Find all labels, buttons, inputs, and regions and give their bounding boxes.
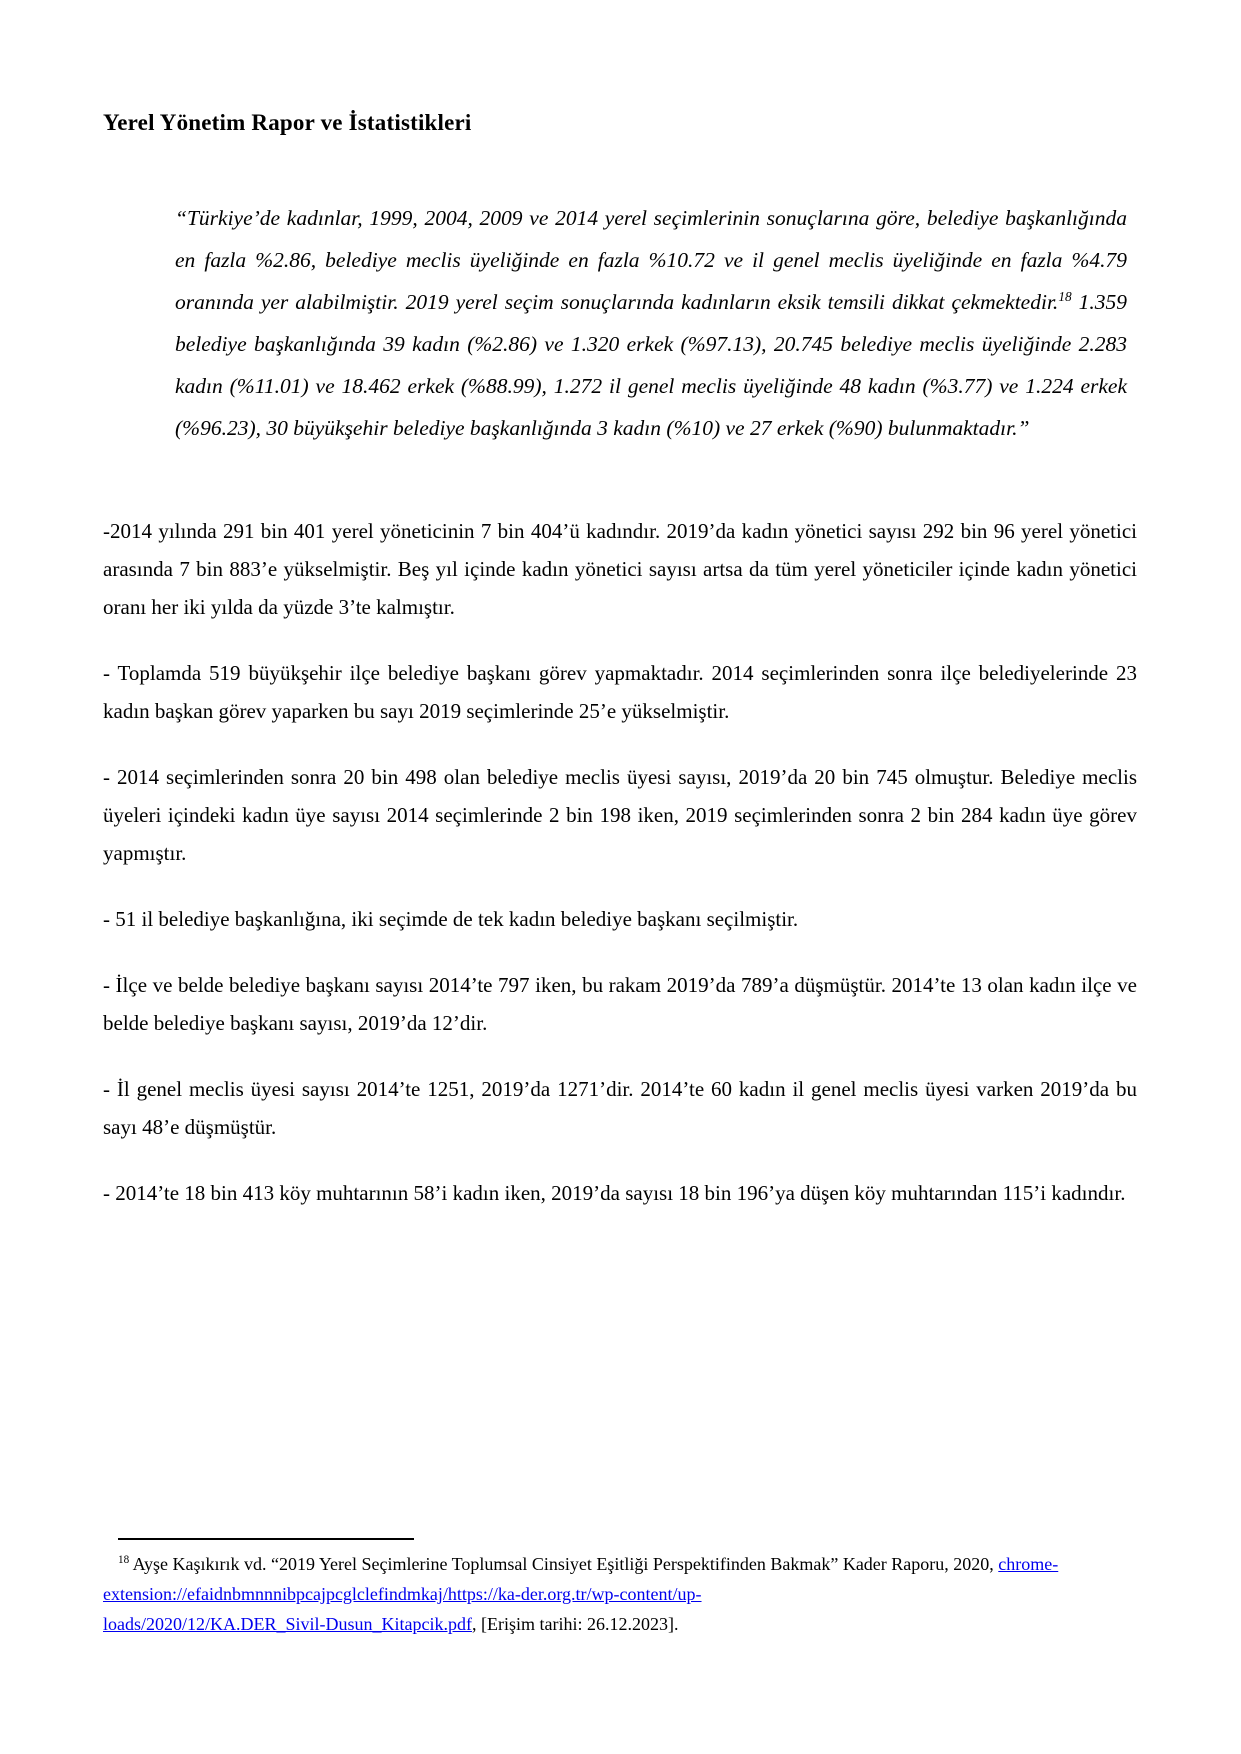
quote-block: [175, 197, 1127, 449]
footnote: [103, 1549, 1138, 1639]
footnote-link-line2: loads/2020/12/KA.DER_Sivil-Dusun_Kitapcik.pdf: [103, 1614, 472, 1634]
footnote-number: 18: [118, 1554, 130, 1566]
footnote-text-after-link: , [Erişim tarihi: 26.12.2023].: [471, 1614, 679, 1634]
body-paragraph: -2014 yılında 291 bin 401 yerel yöneticinin 7 bin 404’ü kadındır. 2019’da kadın yönetici sayısı 292 bin 96 yerel yönetici arasında 7 bin 883’e yükselmiştir. Beş yıl içinde kadın yönetici sayısı artsa da tüm yerel yöneticiler içinde kadın yönetici oranı her iki yılda da yüzde 3’te kalmıştır.: [103, 519, 1137, 619]
body-section: [103, 512, 1137, 1212]
footnote-text-before-link: Ayşe Kaşıkırık vd. “2019 Yerel Seçimlerine Toplumsal Cinsiyet Eşitliği Perspektifinden Bakmak” Kader Raporu, 2020,: [129, 1554, 999, 1574]
footnote-separator: [118, 1538, 414, 1540]
footnote-reference-superscript: 18: [1058, 288, 1072, 304]
page-title: Yerel Yönetim Rapor ve İstatistikleri: [103, 110, 472, 135]
footnote-area: [103, 1538, 1138, 1639]
body-paragraph: - İl genel meclis üyesi sayısı 2014’te 1251, 2019’da 1271’dir. 2014’te 60 kadın il genel meclis üyesi varken 2019’da bu sayı 48’e düşmüştür.: [103, 1077, 1137, 1139]
body-paragraph: - 2014’te 18 bin 413 köy muhtarının 58’i kadın iken, 2019’da sayısı 18 bin 196’ya düşen köy muhtarından 115’i kadındır.: [103, 1181, 1126, 1205]
body-paragraph: - 2014 seçimlerinden sonra 20 bin 498 olan belediye meclis üyesi sayısı, 2019’da 20 bin 745 olmuştur. Belediye meclis üyeleri içindeki kadın üye sayısı 2014 seçimlerinde 2 bin 198 iken, 2019 seçimlerinden sonra 2 bin 284 kadın üye görev yapmıştır.: [103, 765, 1137, 865]
footnote-link-line1: chrome-extension://efaidnbmnnnibpcajpcglclefindmkaj/https://ka-der.org.tr/wp-content/up-: [103, 1554, 1059, 1604]
body-paragraph: - Toplamda 519 büyükşehir ilçe belediye başkanı görev yapmaktadır. 2014 seçimlerinden sonra ilçe belediyelerinde 23 kadın başkan görev yaparken bu sayı 2019 seçimlerinde 25’e yükselmiştir.: [103, 661, 1137, 723]
body-paragraph: - İlçe ve belde belediye başkanı sayısı 2014’te 797 iken, bu rakam 2019’da 789’a düşmüştür. 2014’te 13 olan kadın ilçe ve belde belediye başkanı sayısı, 2019’da 12’dir.: [103, 973, 1137, 1035]
quote-text-before-ref: “Türkiye’de kadınlar, 1999, 2004, 2009 ve 2014 yerel seçimlerinin sonuçlarına göre, belediye başkanlığında en fazla %2.86, belediye meclis üyeliğinde en fazla %10.72 ve il genel meclis üyeliğinde en fazla %4.79 oranında yer alabilmiştir. 2019 yerel seçim sonuçlarında kadınların eksik temsili dikkat çekmektedir.: [175, 206, 1127, 314]
body-paragraph: - 51 il belediye başkanlığına, iki seçimde de tek kadın belediye başkanı seçilmiştir.: [103, 907, 799, 931]
quote-text-after-ref: 1.359 belediye başkanlığında 39 kadın (%2.86) ve 1.320 erkek (%97.13), 20.745 belediye meclis üyeliğinde 2.283 kadın (%11.01) ve 18.462 erkek (%88.99), 1.272 il genel meclis üyeliğinde 48 kadın (%3.77) ve 1.224 erkek (%96.23), 30 büyükşehir belediye başkanlığında 3 kadın (%10) ve 27 erkek (%90) bulunmaktadır.”: [175, 290, 1127, 440]
